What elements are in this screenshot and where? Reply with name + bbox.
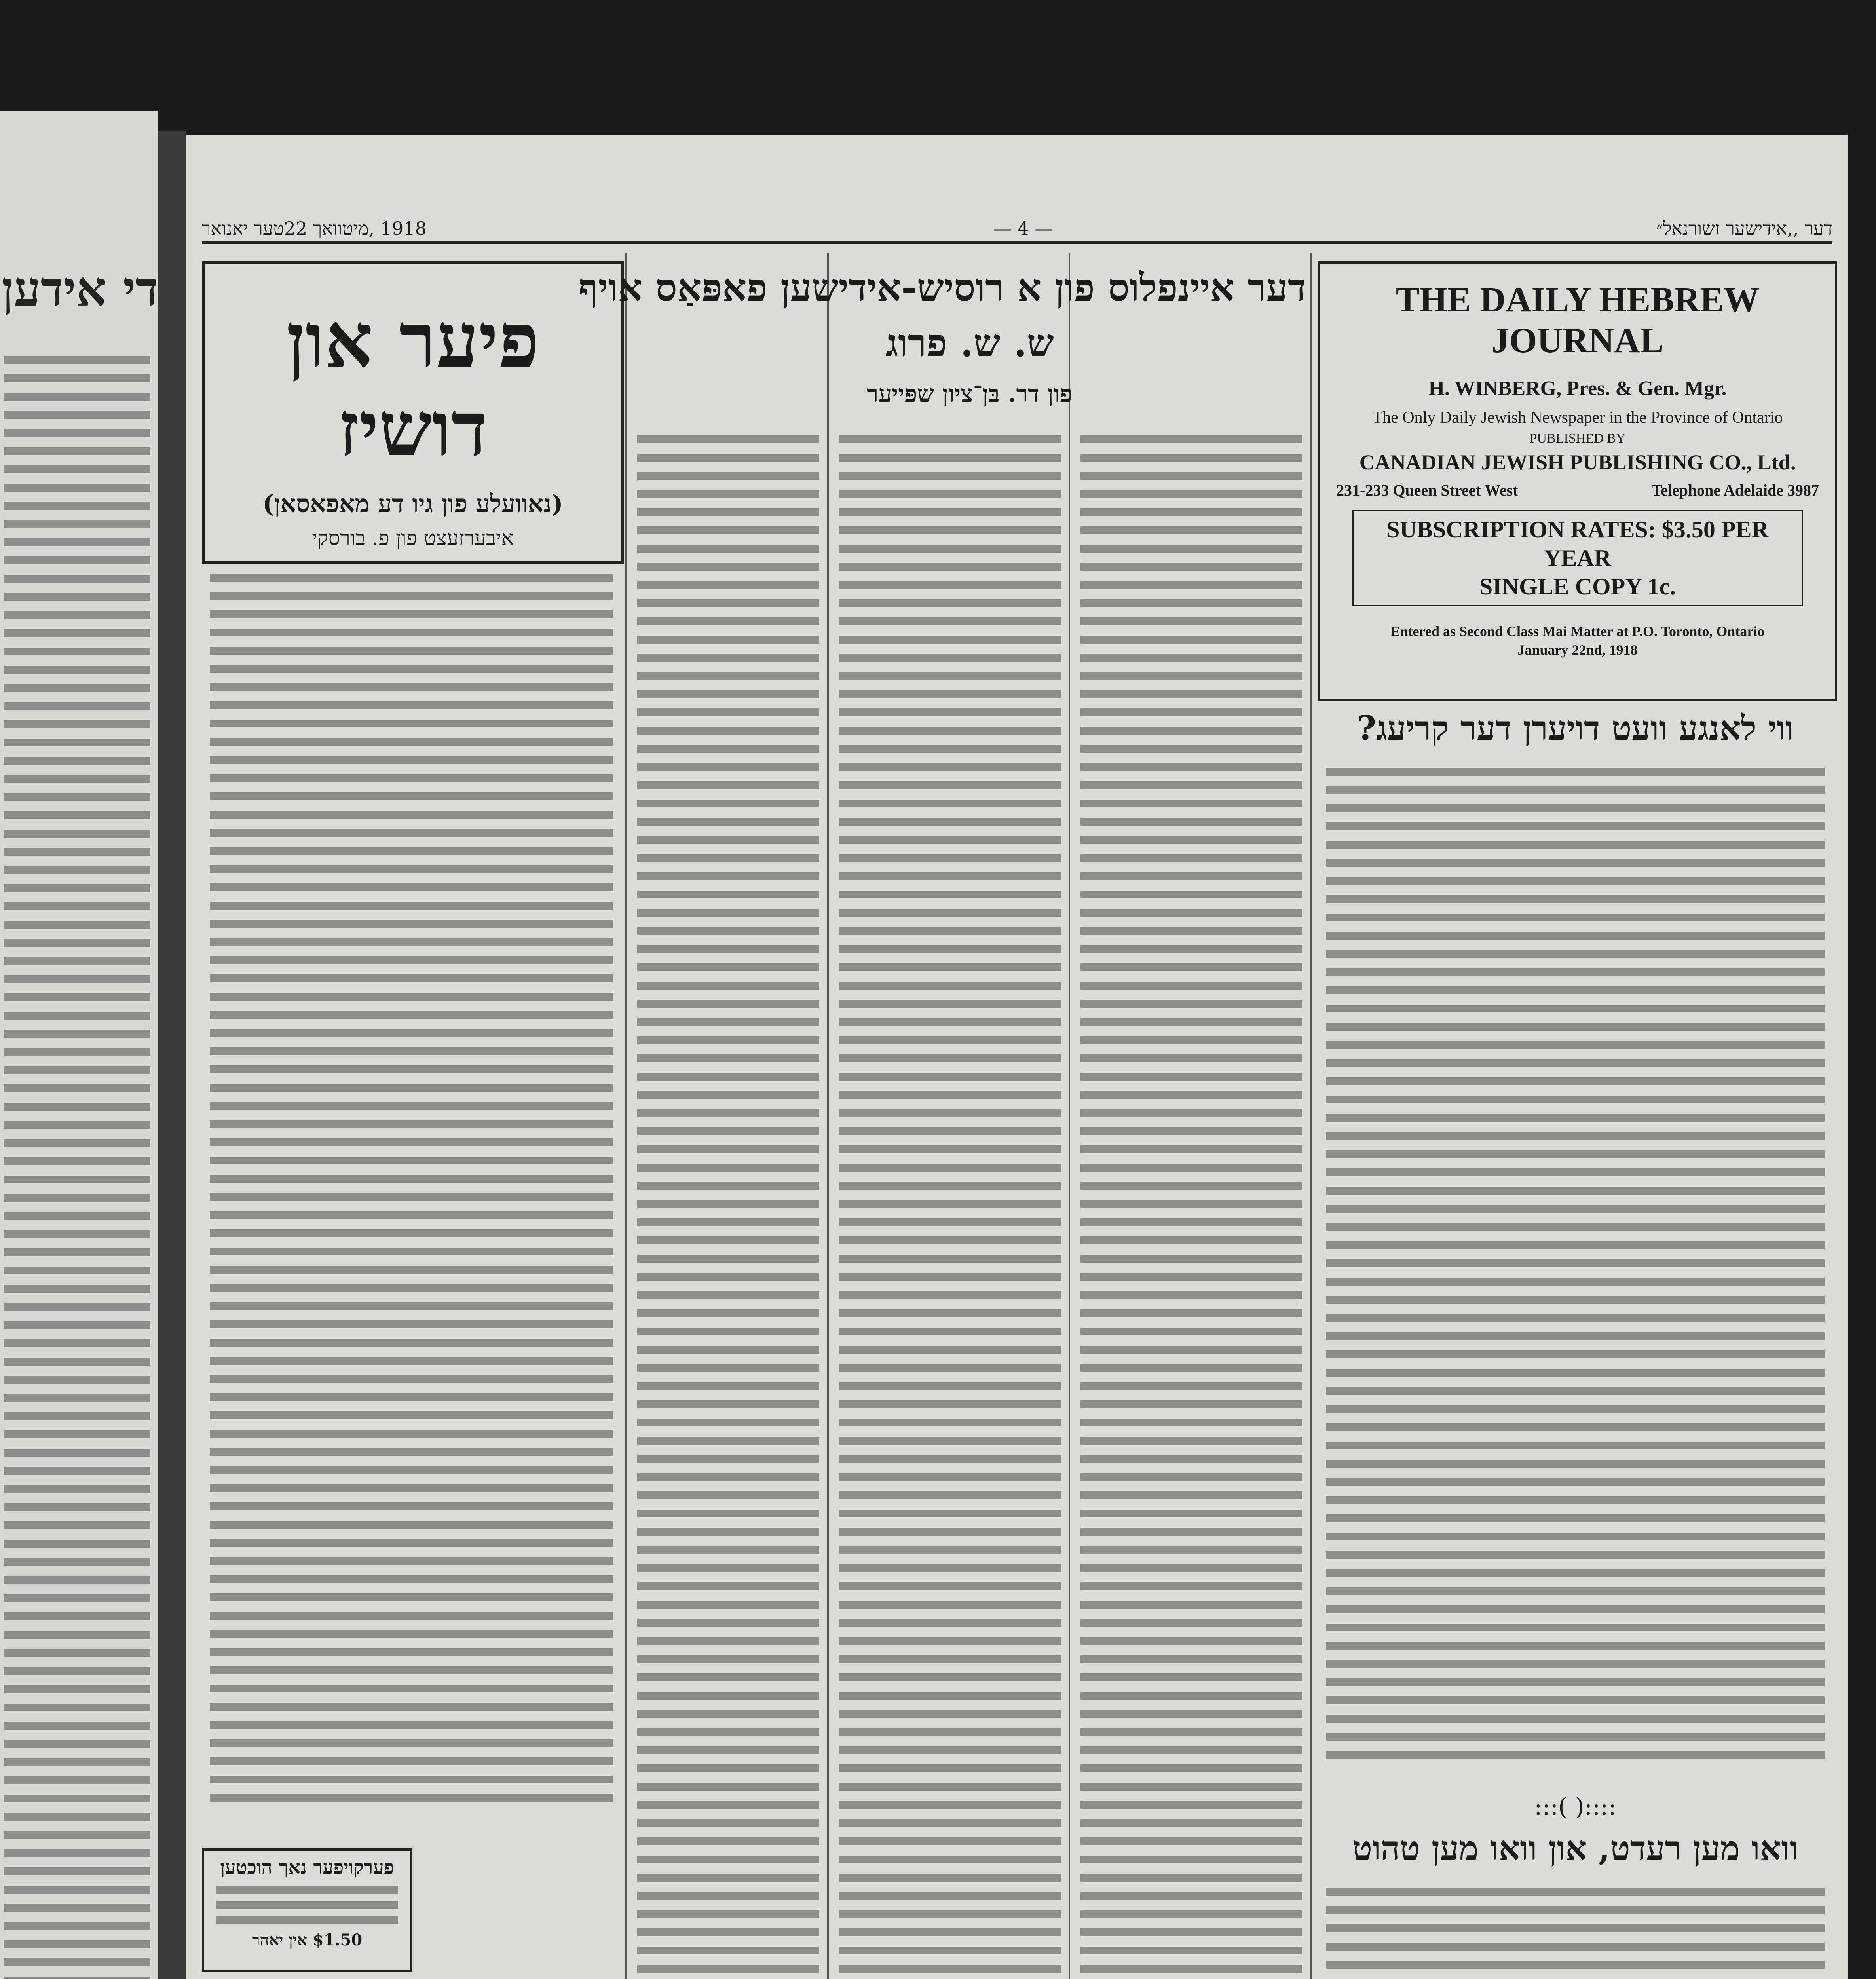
ad1-price: $1.50 אין יאהר [252, 1931, 363, 1949]
main-headline-2: ש. ש. פרוג [885, 321, 1054, 365]
page-header [202, 214, 1832, 244]
header-page-number: — 4 — [993, 218, 1053, 239]
second-article-text [1326, 1888, 1825, 1979]
ad-box-1 [202, 1848, 412, 1972]
masthead-company: CANADIAN JEWISH PUBLISHING CO., Ltd. [1359, 450, 1796, 474]
ad1-title: פערקויפער נאך הוכטען [220, 1856, 394, 1878]
page-gutter [158, 131, 186, 1979]
masthead-tagline: The Only Daily Jewish Newspaper in the Province of Ontario [1372, 408, 1783, 427]
second-headline: וואו מען רעדט, און וואו מען טהוט [1352, 1829, 1798, 1868]
column-rule [1310, 253, 1312, 1979]
newspaper-page [186, 135, 1848, 1979]
column-rule [827, 253, 829, 1979]
masthead-box [1318, 261, 1837, 701]
article-column-3 [839, 435, 1061, 1979]
postal-entry-date: January 22nd, 1918 [1517, 642, 1638, 658]
subscription-rates: SUBSCRIPTION RATES: $3.50 PER YEAR [1386, 517, 1769, 571]
subscription-box [1352, 510, 1803, 606]
masthead-contact [1320, 481, 1835, 499]
column-rule [625, 253, 627, 1979]
masthead-published-by: PUBLISHED BY [1529, 431, 1626, 446]
header-paper-name: דער ,,אידישער זשורנאל״ [1656, 218, 1832, 239]
story-text [210, 574, 613, 1840]
postal-entry-text: Entered as Second Class Mai Matter at P.O. Toronto, Ontario [1390, 623, 1765, 639]
postal-entry [1320, 622, 1835, 659]
masthead-address: 231-233 Queen Street West [1336, 481, 1518, 499]
story-title-box [202, 261, 624, 564]
adjacent-page-headline: די אידען [2, 261, 158, 317]
masthead-president: H. WINBERG, Pres. & Gen. Mgr. [1428, 377, 1727, 400]
story-translator: איבערזעצט פון פ. בורסקי [312, 526, 514, 550]
story-subtitle: (נאוועלע פון גיו דע מאפאסאן) [262, 489, 563, 518]
main-headline: דער איינפלוס פון א רוסיש-אידישען פאפּאַס אויף [578, 265, 1306, 310]
article-column-4 [1080, 435, 1302, 1979]
column-rule [1069, 253, 1070, 1979]
story-title: פיער און דושיז [286, 296, 539, 473]
adjacent-page-text [4, 356, 150, 1979]
header-date: 1918 ,מיטוואך 22טער יאנואר [202, 218, 427, 239]
war-article-text [1326, 768, 1825, 1797]
main-byline: פון דר. בּן־ציון שפּייער [866, 380, 1073, 408]
war-headline: ווי לאנגע וועט דויערן דער קריעג? [1356, 708, 1794, 748]
section-ornament: :::( ):::: [1534, 1793, 1616, 1821]
masthead-telephone: Telephone Adelaide 3987 [1651, 481, 1819, 499]
masthead-title: THE DAILY HEBREW JOURNAL [1396, 280, 1760, 360]
single-copy-price: SINGLE COPY 1c. [1479, 574, 1676, 600]
adjacent-page-left [0, 111, 158, 1979]
article-column-2 [637, 435, 819, 1979]
